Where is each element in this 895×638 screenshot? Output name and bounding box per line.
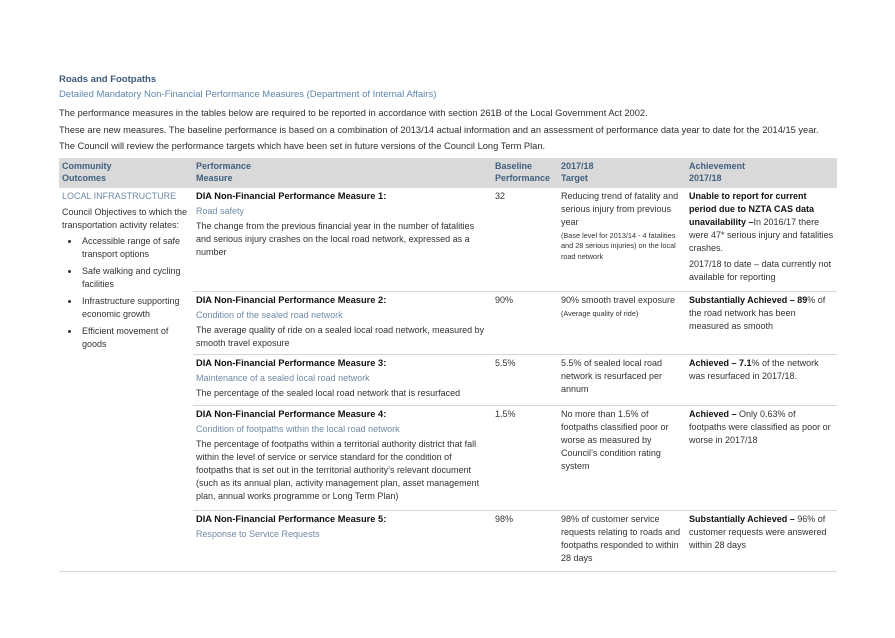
measure-description: Condition of footpaths within the local road network [196,423,400,434]
header-performance-measure: Performance Measure [193,158,492,188]
measure-description: Road safety [196,205,245,216]
section-title: Roads and Footpaths [59,74,157,85]
achievement-status: Substantially Achieved – [689,513,795,524]
header-baseline-performance: Baseline Performance [492,158,558,188]
intro-paragraph-1: The performance measures in the tables below are required to be reported in accordance with section 261B of the Local Government Act 2002. [59,108,648,118]
achievement-text: In 2016/17 there were 47* serious injury and fatalities crashes. [689,216,834,253]
measure-name: DIA Non-Financial Performance Measure 2: [196,294,387,305]
measure-cell [193,510,492,571]
measure-cell [193,291,492,354]
achievement-cell [686,291,837,354]
target-cell [558,291,686,354]
measure-text: The change from the previous financial year in the number of fatalities and serious injury crashes on the local road network, expressed as a number [196,220,475,257]
performance-measures-table [59,158,837,572]
baseline-cell: 1.5% [492,405,558,510]
achievement-status: Achieved – [689,408,737,419]
target-cell: 98% of customer service requests relating to roads and footpaths responded to within 28 days [558,510,686,571]
target-note: (Base level for 2013/14 - 4 fatalities and 28 serious injuries) on the local road network [561,230,676,261]
achievement-text: % of the network was resurfaced in 2017/18. [689,357,819,381]
document-page [59,73,837,572]
target-cell [558,188,686,292]
objective-list [62,235,190,351]
measure-text: The percentage of footpaths within a territorial authority district that fall within the level of service or service standard for the condition of footpaths that is set out in the territorial authority’s relevant document (such as its annual plan, activity management plan, asset management plan, annual works programme or Long Term Plan) [196,438,480,501]
intro-paragraph-2: These are new measures. The baseline performance is based on a combination of 2013/14 actual information and an assessment of performance data year to date for the 2014/15 year. [59,124,819,135]
outcome-objectives-text: Council Objectives to which the transportation activity relates: [62,206,188,230]
measure-cell [193,405,492,510]
measure-name: DIA Non-Financial Performance Measure 5: [196,513,387,524]
measure-description: Response to Service Requests [196,528,320,539]
achievement-cell [686,354,837,405]
target-cell: No more than 1.5% of footpaths classified poor or worse as measured by Council’s condition rating system [558,405,686,510]
intro-paragraph-3: The Council will review the performance targets which have been set in future versions of the Council Long Term Plan. [59,141,546,151]
header-community-outcomes: Community Outcomes [59,158,193,188]
achievement-cell [686,510,837,571]
achievement-text: Only 0.63% of footpaths were classified as poor or worse in 2017/18 [689,408,831,445]
achievement-status: Unable to report for current period due to NZTA CAS data unavailability – [689,190,814,227]
section-subtitle: Detailed Mandatory Non-Financial Performance Measures (Department of Internal Affairs) [59,89,437,100]
table-row [59,188,837,292]
baseline-cell: 98% [492,510,558,571]
target-text: Reducing trend of fatality and serious injury from previous year [561,190,679,227]
measure-name: DIA Non-Financial Performance Measure 4: [196,408,387,419]
baseline-cell: 90% [492,291,558,354]
measure-cell [193,188,492,292]
measure-name: DIA Non-Financial Performance Measure 1: [196,190,387,201]
measure-cell [193,354,492,405]
achievement-text: 96% of customer requests were answered within 28 days [689,513,827,550]
baseline-cell: 32 [492,188,558,292]
measure-name: DIA Non-Financial Performance Measure 3: [196,357,387,368]
achievement-cell [686,188,837,292]
header-achievement: Achievement 2017/18 [686,158,837,188]
table-header-row [59,158,837,188]
target-text: 90% smooth travel exposure [561,294,676,305]
achievement-status: Achieved – 7.1 [689,357,752,368]
achievement-text: % of the road network has been measured as smooth [689,294,826,331]
baseline-cell: 5.5% [492,354,558,405]
community-outcomes-cell [59,188,193,572]
list-item: • Infrastructure supporting economic growth [80,295,190,321]
measure-description: Condition of the sealed road network [196,309,343,320]
header-target: 2017/18 Target [558,158,686,188]
list-item: • Efficient movement of goods [80,325,190,351]
achievement-status: Substantially Achieved – 89 [689,294,808,305]
measure-text: The average quality of ride on a sealed local road network, measured by smooth travel exposure [196,324,485,348]
measure-text: The percentage of the sealed local road network that is resurfaced [196,387,461,398]
target-note: (Average quality of ride) [561,308,639,318]
list-item: • Accessible range of safe transport options [80,235,190,261]
outcome-heading: LOCAL INFRASTRUCTURE [62,190,177,201]
list-item: • Safe walking and cycling facilities [80,265,190,291]
achievement-cell [686,405,837,510]
achievement-note: 2017/18 to date – data currently not available for reporting [689,258,832,282]
target-cell: 5.5% of sealed local road network is resurfaced per annum [558,354,686,405]
measure-description: Maintenance of a sealed local road network [196,372,370,383]
